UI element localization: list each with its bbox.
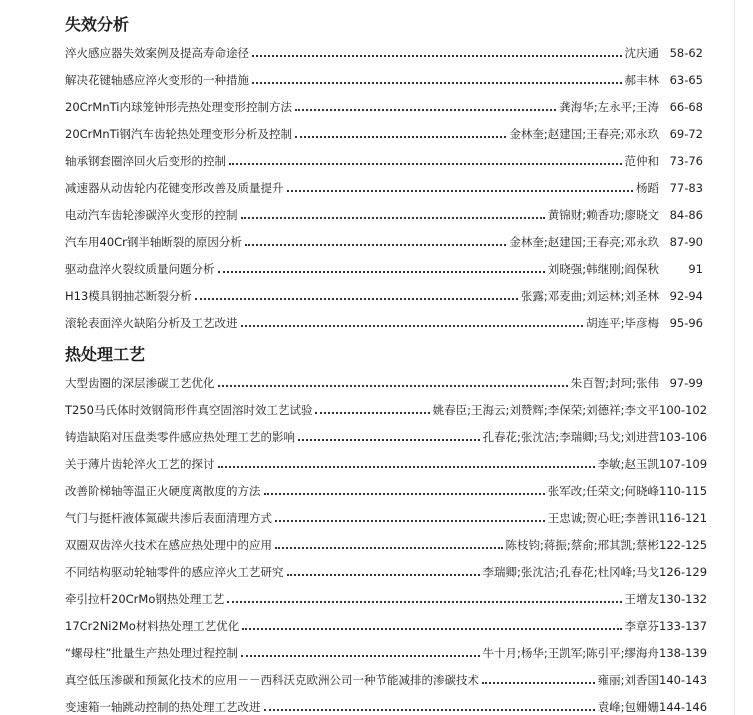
toc-entry[interactable] [65, 399, 708, 417]
toc-entry[interactable] [65, 258, 703, 276]
entry-authors: 朱百智;封珂;张伟 [570, 376, 659, 390]
toc-entry[interactable] [65, 69, 703, 87]
dot-leader [315, 412, 429, 414]
toc-entry[interactable] [65, 285, 703, 303]
entry-authors: 金林奎;赵建国;王春亮;邓永玖 [509, 127, 659, 141]
dot-leader [298, 439, 480, 441]
section-heading-heat-treatment-process: 热处理工艺 [65, 345, 146, 364]
entry-title-link[interactable]: 关于薄片齿轮淬火工艺的探讨 [65, 457, 215, 471]
entry-pages: 107-109 [659, 457, 708, 471]
toc-entry[interactable] [65, 42, 703, 60]
entry-title-link[interactable]: 改善阶梯轴等温正火硬度离散度的方法 [65, 484, 261, 498]
entry-authors: 雍丽;刘香国 [597, 673, 659, 687]
entry-pages: 95-96 [669, 316, 703, 330]
entry-title-link[interactable]: 17Cr2Ni2Mo材料热处理工艺优化 [65, 619, 240, 633]
entry-authors: 李瑞卿;张沈洁;孔春花;杜冈峰;马戈 [482, 565, 659, 579]
dot-leader [295, 136, 506, 138]
entry-title-link[interactable]: 淬火感应器失效案例及提高寿命途径 [65, 46, 249, 60]
entry-pages: 116-121 [659, 511, 708, 525]
toc-entry[interactable] [65, 615, 708, 633]
entry-pages: 97-99 [669, 376, 703, 390]
dot-leader [245, 244, 506, 246]
toc-entry[interactable] [65, 372, 703, 390]
toc-entry[interactable] [65, 453, 708, 471]
toc-entry[interactable] [65, 669, 708, 687]
entry-pages: 92-94 [669, 289, 703, 303]
dot-leader [287, 190, 634, 192]
entry-authors: 牛十月;杨华;王凯军;陈引平;缪海舟 [482, 646, 659, 660]
toc-entry[interactable] [65, 426, 708, 444]
toc-entry[interactable] [65, 204, 703, 222]
dot-leader [241, 655, 480, 657]
dot-leader [275, 520, 545, 522]
entry-authors: 龚海华;左永平;王涛 [559, 100, 659, 114]
toc-entry[interactable] [65, 150, 703, 168]
entry-pages: 66-68 [669, 100, 703, 114]
entry-authors: 沈庆通 [624, 46, 659, 60]
entry-authors: 王忠诚;贺心旺;李善讯 [547, 511, 659, 525]
entry-pages: 133-137 [659, 619, 708, 633]
dot-leader [229, 163, 622, 165]
entry-pages: 110-115 [659, 484, 708, 498]
entry-title-link[interactable]: T250马氏体时效钢筒形件真空固溶时效工艺试验 [65, 403, 313, 417]
entry-pages: 100-102 [659, 403, 708, 417]
dot-leader [252, 82, 622, 84]
toc-entry[interactable] [65, 123, 703, 141]
dot-leader [241, 325, 584, 327]
toc-entry[interactable] [65, 312, 703, 330]
toc-entry[interactable] [65, 642, 708, 660]
dot-leader [218, 466, 595, 468]
entry-authors: 黄锦财;赖香功;廖晓文 [547, 208, 659, 222]
toc-entry[interactable] [65, 588, 708, 606]
dot-leader [295, 109, 556, 111]
entry-title-link[interactable]: “螺母柱”批量生产热处理过程控制 [65, 646, 238, 660]
entry-title-link[interactable]: 解决花键轴感应淬火变形的一种措施 [65, 73, 249, 87]
entry-pages: 138-139 [659, 646, 708, 660]
toc-entry[interactable] [65, 96, 703, 114]
entry-pages: 144-146 [659, 700, 708, 714]
entry-title-link[interactable]: 减速器从动齿轮内花键变形改善及质量提升 [65, 181, 284, 195]
entry-title-link[interactable]: 汽车用40Cr钢半轴断裂的原因分析 [65, 235, 242, 249]
entry-pages: 63-65 [669, 73, 703, 87]
dot-leader [264, 493, 545, 495]
dot-leader [242, 628, 621, 630]
toc-entry[interactable] [65, 480, 708, 498]
entry-title-link[interactable]: 牵引拉杆20CrMo钢热处理工艺 [65, 592, 225, 606]
entry-authors: 金林奎;赵建国;王春亮;邓永玖 [509, 235, 659, 249]
entry-title-link[interactable]: 驱动盘淬火裂纹质量问题分析 [65, 262, 215, 276]
entry-pages: 77-83 [669, 181, 703, 195]
entry-authors: 胡连平;毕彦梅 [586, 316, 659, 330]
entry-authors: 袁峰;包姗姗 [597, 700, 659, 714]
entry-authors: 李章芬 [624, 619, 659, 633]
entry-title-link[interactable]: 变速箱一轴跳动控制的热处理工艺改进 [65, 700, 261, 714]
toc-entry[interactable] [65, 696, 708, 714]
toc-entry[interactable] [65, 507, 708, 525]
dot-leader [227, 601, 621, 603]
entry-pages: 130-132 [659, 592, 708, 606]
dot-leader [241, 217, 545, 219]
entry-title-link[interactable]: 轴承钢套圈淬回火后变形的控制 [65, 154, 226, 168]
entry-authors: 郝丰林 [624, 73, 659, 87]
entry-authors: 范仲和 [624, 154, 659, 168]
entry-pages: 58-62 [669, 46, 703, 60]
entry-authors: 王增友 [624, 592, 659, 606]
dot-leader [275, 547, 503, 549]
entry-authors: 杨蹈 [636, 181, 659, 195]
entry-title-link[interactable]: 20CrMnTi钢汽车齿轮热处理变形分析及控制 [65, 127, 292, 141]
entry-pages: 122-125 [659, 538, 708, 552]
section-heading-failure-analysis: 失效分析 [65, 15, 130, 34]
dot-leader [482, 682, 595, 684]
entry-title-link[interactable]: 20CrMnTi内球笼钟形壳热处理变形控制方法 [65, 100, 292, 114]
dot-leader [218, 385, 568, 387]
entry-authors: 陈枝钧;蒋振;蔡俞;邢其凯;蔡彬 [505, 538, 659, 552]
entry-title-link[interactable]: 滚轮表面淬火缺陷分析及工艺改进 [65, 316, 238, 330]
entry-authors: 刘晓强;韩继刚;阎保秋 [547, 262, 659, 276]
dot-leader [218, 271, 545, 273]
entry-title-link[interactable]: 真空低压渗碳和预氮化技术的应用－－西科沃克欧洲公司一种节能减排的渗碳技术 [65, 673, 479, 687]
entry-pages: 73-76 [669, 154, 703, 168]
entry-authors: 张露;邓麦曲;刘运林;刘圣林 [520, 289, 659, 303]
dot-leader [287, 574, 480, 576]
entry-title-link[interactable]: 不同结构驱动轮轴零件的感应淬火工艺研究 [65, 565, 284, 579]
entry-title-link[interactable]: H13模具钢抽芯断裂分析 [65, 289, 192, 303]
toc-entry[interactable] [65, 534, 708, 552]
entry-title-link[interactable]: 铸造缺陷对压盘类零件感应热处理工艺的影响 [65, 430, 295, 444]
dot-leader [264, 709, 595, 711]
entry-title-link[interactable]: 电动汽车齿轮渗碳淬火变形的控制 [65, 208, 238, 222]
entry-pages: 69-72 [669, 127, 703, 141]
entry-pages: 140-143 [659, 673, 708, 687]
entry-pages: 84-86 [669, 208, 703, 222]
entry-authors: 张军改;任荣文;何晓峰 [547, 484, 659, 498]
entry-authors: 孔春花;张沈洁;李瑞卿;马戈;刘进营 [482, 430, 659, 444]
dot-leader [252, 55, 622, 57]
entry-title-link[interactable]: 双圈双齿淬火技术在感应热处理中的应用 [65, 538, 272, 552]
toc-entry[interactable] [65, 561, 708, 579]
entry-title-link[interactable]: 大型齿圈的深层渗碳工艺优化 [65, 376, 215, 390]
entry-pages: 91 [688, 262, 703, 276]
entry-pages: 103-106 [659, 430, 708, 444]
toc-entry[interactable] [65, 231, 703, 249]
dot-leader [195, 298, 518, 300]
entry-authors: 姚春臣;王海云;刘赞辉;李保荣;刘德祥;李文平 [432, 403, 659, 417]
toc-entry[interactable] [65, 177, 703, 195]
entry-title-link[interactable]: 气门与挺杆液体氮碳共渗后表面清理方式 [65, 511, 272, 525]
entry-pages: 126-129 [659, 565, 708, 579]
entry-authors: 李敏;赵玉凯 [597, 457, 659, 471]
entry-pages: 87-90 [669, 235, 703, 249]
